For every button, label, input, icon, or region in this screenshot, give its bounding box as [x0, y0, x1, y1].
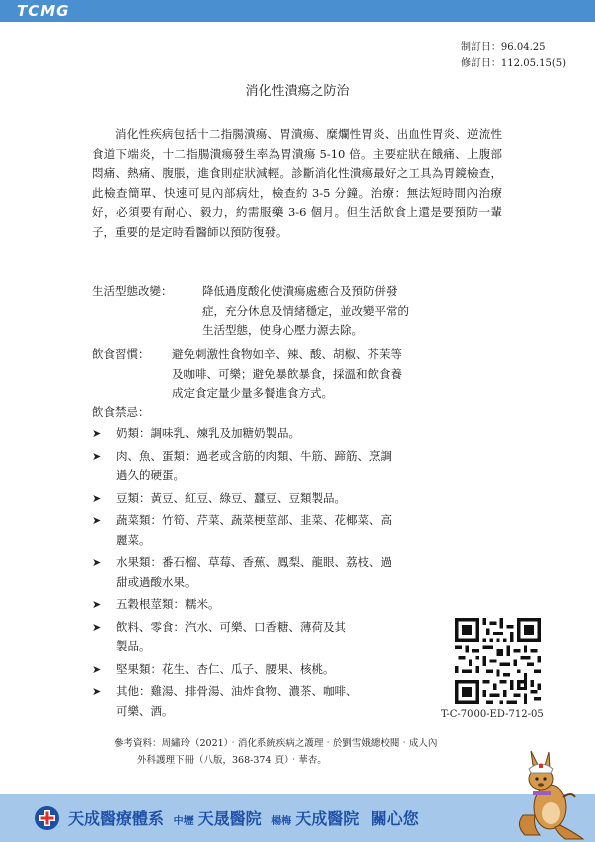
arrow-bullet-icon: ➤ [92, 662, 102, 676]
diet-forbidden-list [92, 424, 492, 724]
diet-habit-line: 避免刺激性食物如辛、辣、酸、胡椒、芥茉等 [172, 347, 402, 361]
list-item [92, 682, 492, 721]
arrow-bullet-icon: ➤ [92, 598, 102, 611]
diet-habit-section [92, 345, 512, 405]
document-code: T-C-7000-ED-712-05 [441, 709, 544, 720]
list-item-line: 堅果類：花生、杏仁、瓜子、腰果、核桃。 [116, 661, 335, 676]
list-item-line: 奶類：調味乳、煉乳及加糖奶製品。 [116, 426, 300, 440]
arrow-bullet-icon: ➤ [92, 449, 102, 463]
qr-code[interactable] [455, 618, 541, 704]
list-item [92, 618, 492, 657]
list-item-line: 水果類：番石榴、草莓、香蕉、鳳梨、龍眼、荔枝、過 [116, 555, 392, 569]
lifestyle-text [202, 282, 507, 341]
lifestyle-line: 降低過度酸化使潰瘍處癒合及預防併發 [202, 284, 398, 298]
list-item-line: 過久的硬蛋。 [116, 468, 185, 482]
diet-habit-line: 成定食定量少量多餐進食方式。 [172, 386, 333, 400]
slogan-system: 天成醫療體系 [68, 809, 165, 828]
top-banner [0, 0, 595, 22]
list-item [92, 595, 492, 615]
arrow-bullet-icon: ➤ [92, 556, 102, 569]
diet-forbidden-heading: 飲食禁忌： [92, 405, 150, 419]
list-item-line: 豆類：黃豆、紅豆、綠豆、蠶豆、豆類製品。 [116, 490, 346, 505]
arrow-bullet-icon: ➤ [92, 491, 102, 505]
intro-paragraph: 消化性疾病包括十二指腸潰瘍、胃潰瘍、糜爛性胃炎、出血性胃炎、逆流性食道下端炎，十二指腸潰瘍發生率為胃潰瘍 5-10 倍。主要症狀在餓痛、上腹部悶痛、熱痛、腹脹，進食則症狀減輕。診斷消化性潰瘍最好之工具為胃鏡檢查，此檢查簡單、快速可見內部病灶，檢查約 3-5 分鐘。治療：無法短時間內治療好，必須要有耐心、毅力，約需服藥 3-6 個月。但生活飲食上還是要預防一輩子，重要的是定時看醫師以預防復發。 [92, 127, 502, 239]
list-item-line: 飲料、零食：汽水、可樂、口香糖、薄荷及其 [116, 619, 346, 634]
arrow-bullet-icon: ➤ [92, 514, 102, 527]
list-item-line: 可樂、酒。 [116, 703, 174, 718]
list-item-line: 其他：雞湯、排骨湯、油炸食物、濃茶、咖啡、 [116, 684, 358, 698]
footer-slogan [68, 806, 419, 829]
arrow-bullet-icon: ➤ [92, 685, 102, 698]
page-title: 消化性潰瘍之防治 [245, 84, 350, 99]
list-item-line: 甜或過酸水果。 [116, 574, 197, 589]
brand-logo-text: TCMG [17, 2, 70, 20]
reference-line: 參考資料：周繡玲（2021）‧消化系統疾病之護理‧於劉雪娥總校閱‧成人內 [114, 738, 438, 749]
lifestyle-line: 症，充分休息及情緒穩定，並改變平常的 [202, 303, 409, 318]
revised-date: 修訂日：112.05.15(5) [460, 58, 566, 69]
hospital-cross-logo-icon [34, 805, 60, 831]
document-dates [461, 40, 566, 72]
slogan-hospital: 天晟醫院 [197, 809, 262, 828]
diet-habit-line: 及咖啡、可樂；避免暴飲暴食，採溫和飲食養 [172, 366, 402, 381]
list-item-line: 五穀根莖類：糯米。 [116, 597, 220, 611]
lifestyle-line: 生活型態，使身心壓力源去除。 [202, 323, 363, 337]
list-item-line: 蔬菜類：竹筍、芹菜、蔬菜梗莖部、韭菜、花椰菜、高 [116, 513, 392, 527]
list-item [92, 511, 492, 550]
lifestyle-section [92, 282, 512, 342]
diet-habit-label: 飲食習慣： [92, 347, 150, 361]
list-item [92, 489, 492, 509]
kangaroo-nurse-mascot-icon [505, 735, 585, 842]
list-item-line: 製品。 [116, 639, 151, 653]
created-date: 制訂日：96.04.25 [460, 42, 546, 53]
list-item [92, 424, 492, 444]
slogan-hospital: 天成醫院 [295, 809, 360, 828]
slogan-care: 關心您 [370, 809, 419, 828]
list-item [92, 447, 492, 486]
arrow-bullet-icon: ➤ [92, 620, 102, 634]
diet-habit-text [172, 345, 492, 404]
list-item-line: 肉、魚、蛋類：過老或含筋的肉類、牛筋、蹄筋、烹調 [116, 448, 392, 463]
list-item [92, 660, 492, 680]
reference-line: 外科護理下冊（八版，368-374 頁）‧華杏。 [137, 755, 327, 766]
reference [114, 735, 534, 769]
list-item [92, 553, 492, 592]
arrow-bullet-icon: ➤ [92, 427, 102, 440]
list-item-line: 麗菜。 [116, 532, 151, 547]
slogan-location: 中壢 [173, 816, 194, 827]
slogan-location: 楊梅 [271, 816, 292, 827]
lifestyle-label: 生活型態改變： [92, 284, 173, 298]
